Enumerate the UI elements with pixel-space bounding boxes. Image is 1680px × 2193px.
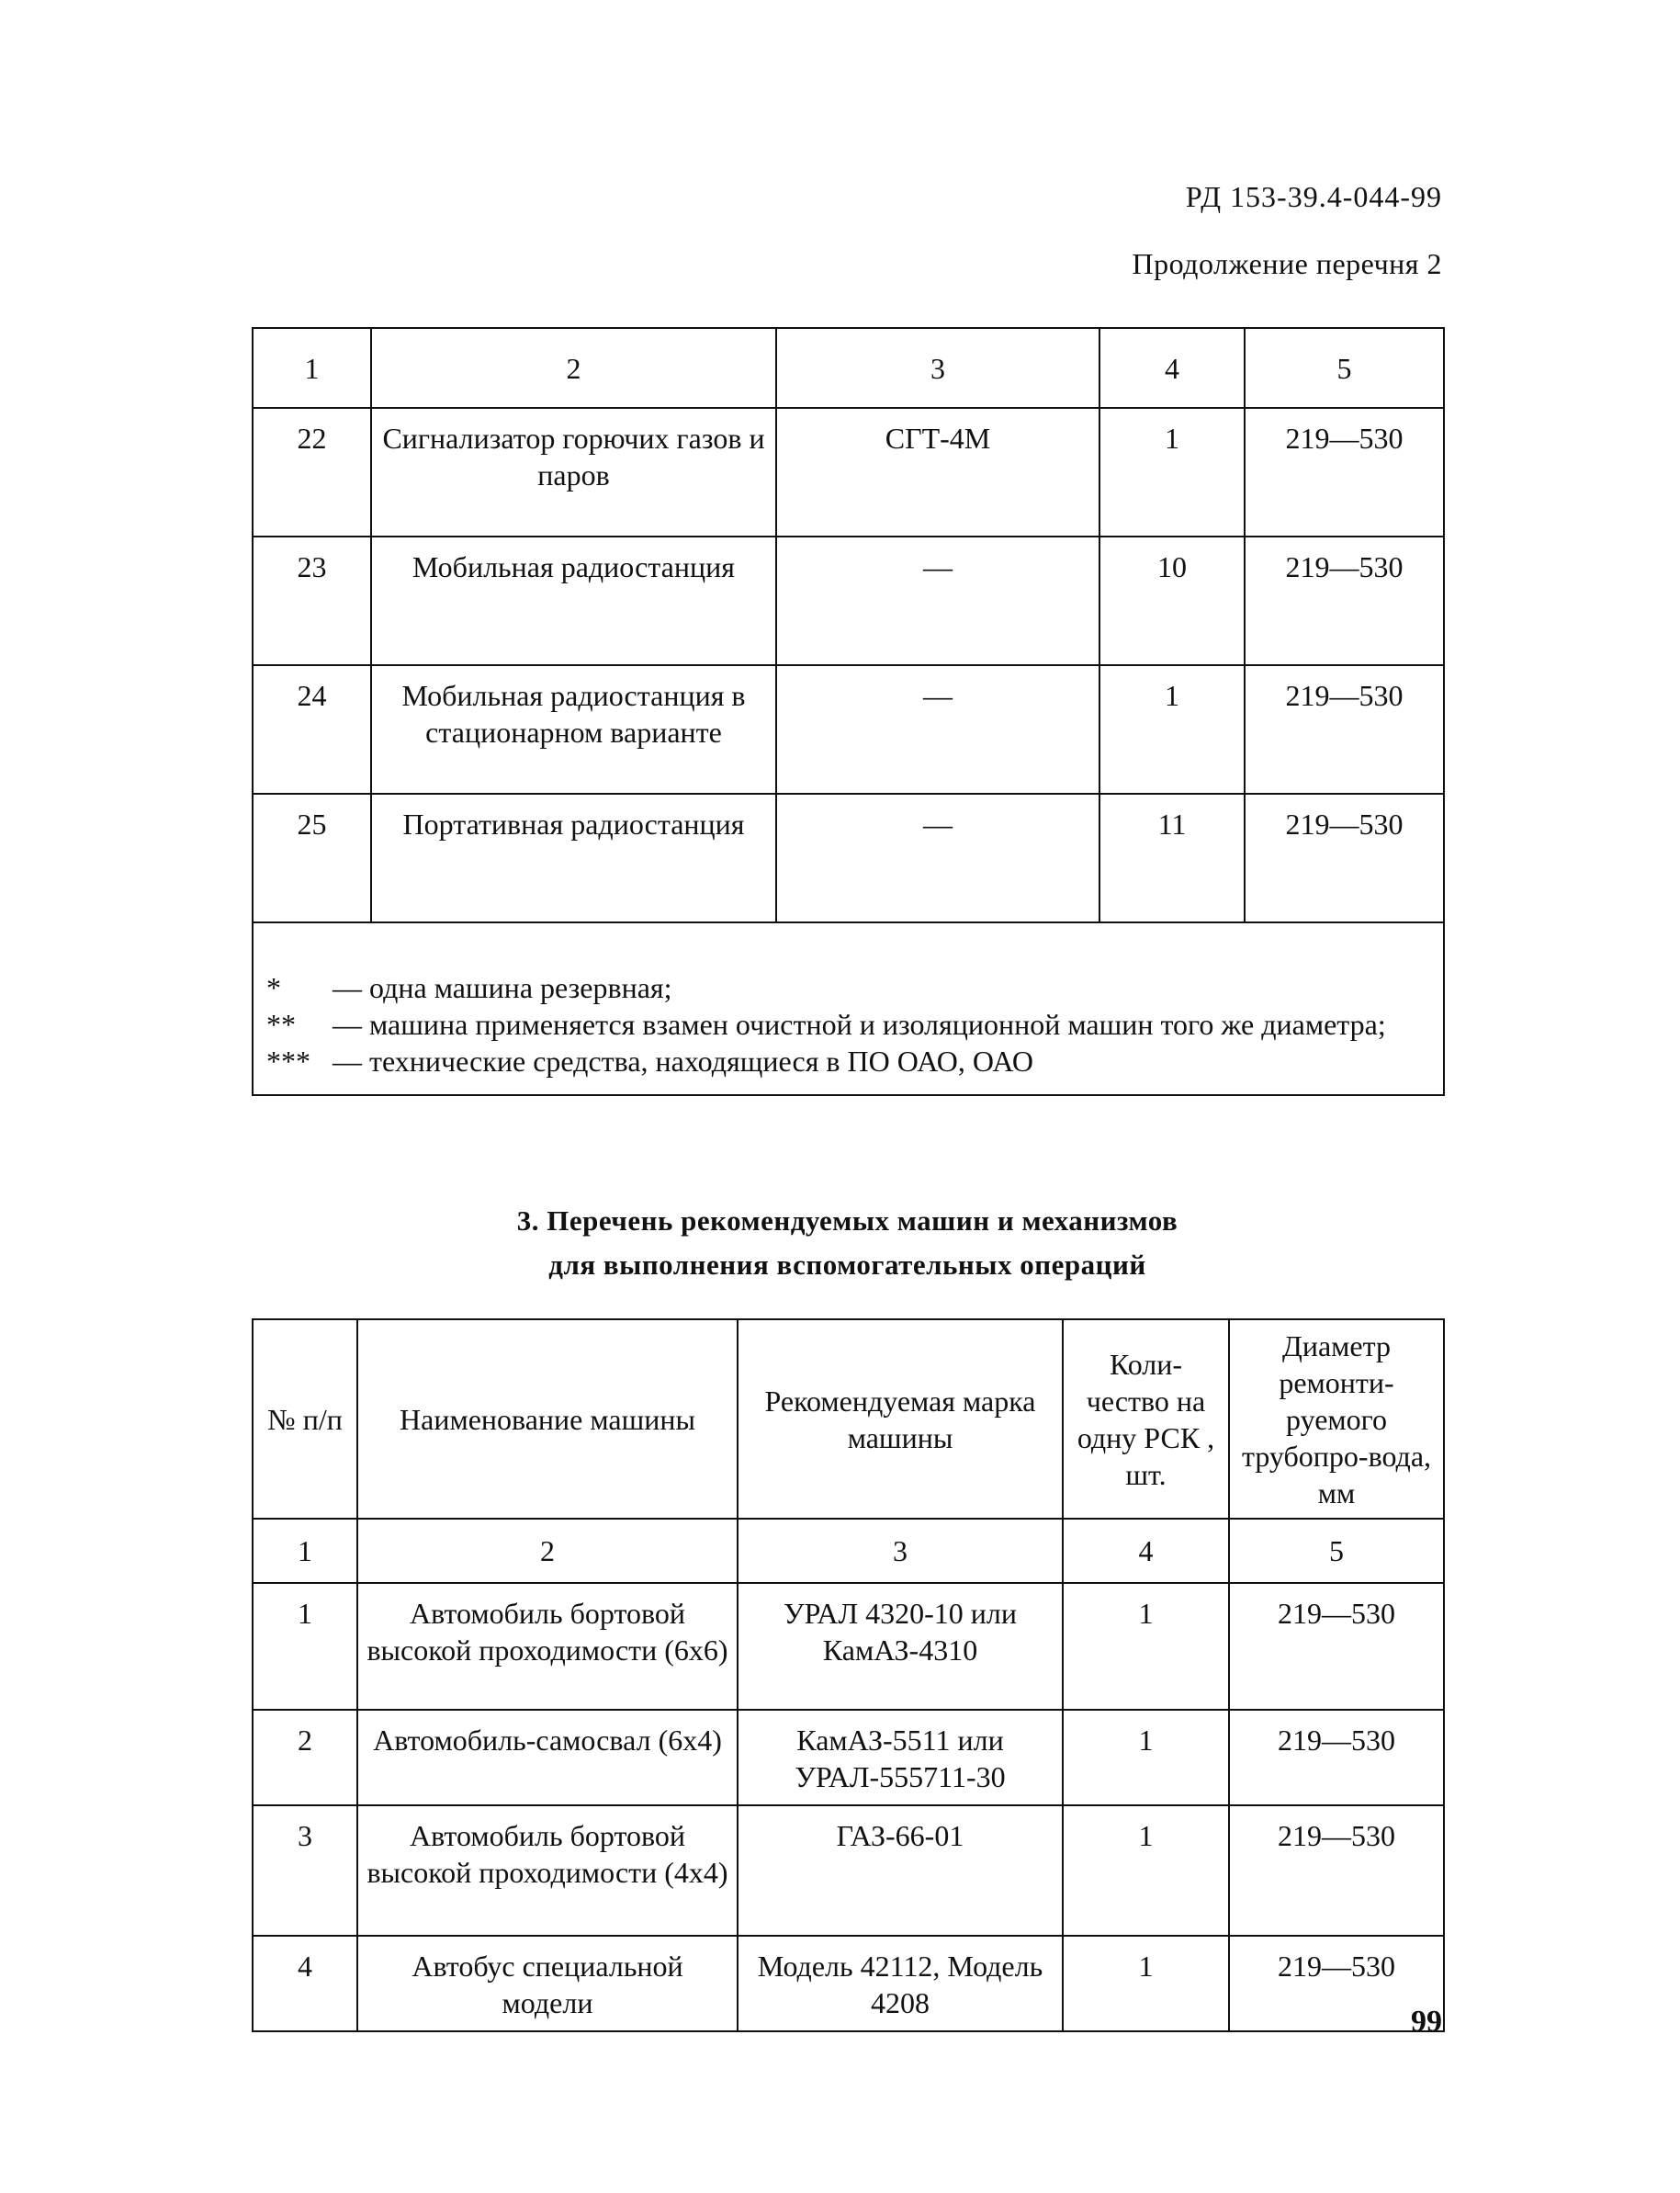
header-quantity: Коли-чество на одну РСК , шт. (1063, 1319, 1229, 1519)
header-machine-mark: Рекомендуемая марка машины (738, 1319, 1063, 1519)
equipment-mark: СГТ-4М (776, 408, 1099, 537)
table-row (253, 1805, 1444, 1936)
section-title (252, 1199, 1443, 1287)
equipment-name: Портативная радиостанция (371, 794, 776, 922)
row-number: 1 (253, 1583, 357, 1710)
note-text: — машина применяется взамен очистной и изоляционной машин того же диаметра; (333, 1008, 1386, 1041)
equipment-name: Мобильная радиостанция в стационарном варианте (371, 665, 776, 794)
column-number: 1 (253, 1519, 357, 1583)
note-marker: ** (266, 1008, 296, 1041)
column-number: 2 (357, 1519, 738, 1583)
machine-name: Автобус специальной модели (357, 1936, 738, 2031)
note-text: — технические средства, находящиеся в ПО ОАО, ОАО (333, 1045, 1034, 1078)
machine-quantity: 1 (1063, 1936, 1229, 2031)
table-notes-row (253, 922, 1444, 1095)
pipe-diameter: 219—530 (1245, 794, 1444, 922)
row-number: 22 (253, 408, 371, 537)
machine-mark: ГАЗ-66-01 (738, 1805, 1063, 1936)
machine-mark: УРАЛ 4320-10 или КамАЗ-4310 (738, 1583, 1063, 1710)
column-number: 5 (1229, 1519, 1444, 1583)
pipe-diameter: 219—530 (1229, 1583, 1444, 1710)
note-line (266, 1006, 1432, 1043)
row-number: 3 (253, 1805, 357, 1936)
column-numbers-row (253, 1519, 1444, 1583)
equipment-name: Сигнализатор горючих газов и паров (371, 408, 776, 537)
note-line (266, 1043, 1432, 1080)
section-title-line: для выполнения вспомогательных операций (548, 1249, 1146, 1281)
row-number: 23 (253, 537, 371, 665)
pipe-diameter: 219—530 (1245, 408, 1444, 537)
note-marker: *** (266, 1045, 310, 1078)
machine-mark: Модель 42112, Модель 4208 (738, 1936, 1063, 2031)
equipment-quantity: 1 (1099, 408, 1245, 537)
machine-name: Автомобиль-самосвал (6х4) (357, 1710, 738, 1805)
table-row (253, 794, 1444, 922)
table-notes (253, 922, 1444, 1095)
pipe-diameter: 219—530 (1245, 665, 1444, 794)
column-number: 3 (738, 1519, 1063, 1583)
row-number: 2 (253, 1710, 357, 1805)
equipment-name: Мобильная радиостанция (371, 537, 776, 665)
table-row (253, 1710, 1444, 1805)
pipe-diameter: 219—530 (1245, 537, 1444, 665)
machine-name: Автомобиль бортовой высокой проходимости (6х6) (357, 1583, 738, 1710)
equipment-quantity: 1 (1099, 665, 1245, 794)
column-number: 4 (1063, 1519, 1229, 1583)
document-code: РД 153-39.4-044-99 (1185, 180, 1442, 213)
column-number: 2 (371, 328, 776, 408)
row-number: 4 (253, 1936, 357, 2031)
page-number: 99 (1411, 2005, 1442, 2039)
equipment-mark: — (776, 794, 1099, 922)
machine-quantity: 1 (1063, 1583, 1229, 1710)
equipment-mark: — (776, 537, 1099, 665)
header-machine-name: Наименование машины (357, 1319, 738, 1519)
equipment-quantity: 10 (1099, 537, 1245, 665)
table-row (253, 1583, 1444, 1710)
table-row (253, 1936, 1444, 2031)
column-number: 4 (1099, 328, 1245, 408)
continuation-label: Продолжение перечня 2 (1132, 247, 1442, 280)
table-row (253, 408, 1444, 537)
note-line (266, 969, 1432, 1006)
pipe-diameter: 219—530 (1229, 1805, 1444, 1936)
section-title-line: 3. Перечень рекомендуемых машин и механизмов (516, 1204, 1178, 1237)
row-number: 24 (253, 665, 371, 794)
header-diameter: Диаметр ремонти-руемого трубопро-вода, мм (1229, 1319, 1444, 1519)
equipment-mark: — (776, 665, 1099, 794)
table-header-row (253, 328, 1444, 408)
machines-table (252, 1318, 1445, 2032)
pipe-diameter: 219—530 (1229, 1710, 1444, 1805)
table-header-row (253, 1319, 1444, 1519)
header-number: № п/п (253, 1319, 357, 1519)
machine-name: Автомобиль бортовой высокой проходимости (4х4) (357, 1805, 738, 1936)
machine-mark: КамАЗ-5511 или УРАЛ-555711-30 (738, 1710, 1063, 1805)
table-row (253, 665, 1444, 794)
equipment-table-continued (252, 327, 1445, 1096)
column-number: 3 (776, 328, 1099, 408)
machine-quantity: 1 (1063, 1710, 1229, 1805)
column-number: 1 (253, 328, 371, 408)
row-number: 25 (253, 794, 371, 922)
table-row (253, 537, 1444, 665)
note-text: — одна машина резервная; (333, 971, 672, 1004)
note-marker: * (266, 971, 281, 1004)
column-number: 5 (1245, 328, 1444, 408)
machine-quantity: 1 (1063, 1805, 1229, 1936)
equipment-quantity: 11 (1099, 794, 1245, 922)
pipe-diameter: 219—530 (1229, 1936, 1444, 2031)
